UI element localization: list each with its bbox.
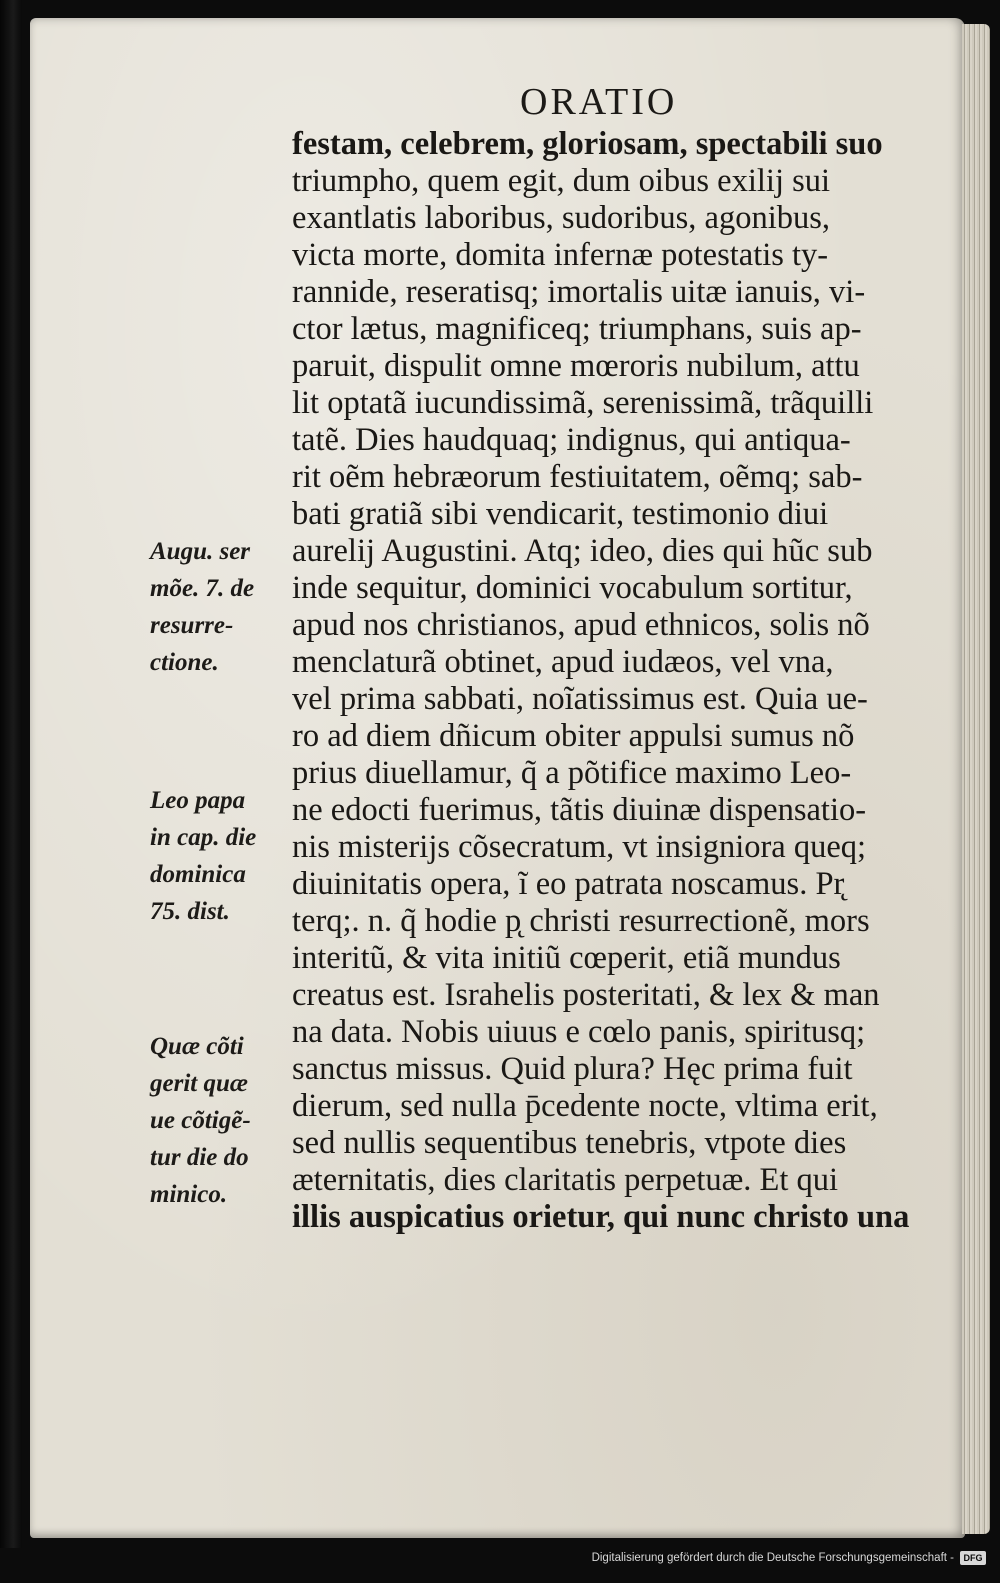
- text-line: victa morte, domita infernæ potestatis ty-: [292, 237, 829, 273]
- text-line: æternitatis, dies claritatis perpetuæ. Et qui: [292, 1162, 839, 1198]
- text-line: dierum, sed nulla p̄cedente nocte, vltima erit,: [292, 1088, 878, 1124]
- margin-note-line: Leo papa: [150, 787, 246, 814]
- text-line: sanctus missus. Quid plura? Hęc prima fuit: [292, 1051, 853, 1087]
- text-line: sed nullis sequentibus tenebris, vtpote dies: [292, 1125, 847, 1161]
- margin-note-line: mõe. 7. de: [150, 575, 255, 602]
- margin-note-line: in cap. die: [150, 824, 257, 851]
- margin-note-line: Augu. ser: [150, 538, 251, 565]
- text-line: aurelij Augustini. Atq; ideo, dies qui hũc sub: [292, 533, 873, 569]
- margin-note-line: minico.: [150, 1181, 228, 1208]
- text-line: terq;. n. q̃ hodie p̨ christi resurrectionẽ, mors: [292, 903, 870, 939]
- text-line: creatus est. Israhelis posteritati, & lex & man: [292, 977, 880, 1013]
- margin-note-line: gerit quæ: [150, 1070, 248, 1097]
- text-line: tatẽ. Dies haudquaq; indignus, qui antiqua-: [292, 422, 851, 458]
- text-line: triumpho, quem egit, dum oibus exilij sui: [292, 163, 831, 199]
- margin-note-augustinus: [150, 533, 290, 681]
- margin-note-line: dominica: [150, 861, 246, 888]
- text-line: nis misterijs cõsecratum, vt insigniora queq;: [292, 829, 867, 865]
- margin-note-line: ue cõtigẽ-: [150, 1107, 251, 1134]
- text-line: illis auspicatius orietur, qui nunc christo una: [292, 1199, 910, 1235]
- text-line: bati gratiã sibi vendicarit, testimonio diui: [292, 496, 829, 532]
- text-line: festam, celebrem, gloriosam, spectabili suo: [292, 126, 883, 162]
- text-line: inde sequitur, dominici vocabulum sortitur,: [292, 570, 853, 606]
- main-text-block: [292, 126, 952, 1236]
- margin-note-line: resurre-: [150, 612, 234, 639]
- text-line: ro ad diem dñicum obiter appulsi sumus nõ: [292, 718, 855, 754]
- margin-note-line: ctione.: [150, 649, 219, 676]
- text-line: rit oẽm hebræorum festiuitatem, oẽmq; sab-: [292, 459, 863, 495]
- margin-note-leo: [150, 782, 290, 930]
- text-line: menclaturã obtinet, apud iudæos, vel vna,: [292, 644, 834, 680]
- text-line: prius diuellamur, q̃ a põtifice maximo Leo-: [292, 755, 852, 791]
- margin-note-line: tur die do: [150, 1144, 249, 1171]
- text-line: ctor lætus, magnificeq; triumphans, suis ap-: [292, 311, 862, 347]
- text-line: vel prima sabbati, noĩatissimus est. Quia ue-: [292, 681, 868, 717]
- text-line: exantlatis laboribus, sudoribus, agonibus,: [292, 200, 830, 236]
- margin-note-line: Quæ cõti: [150, 1033, 244, 1060]
- text-line: paruit, dispulit omne mœroris nubilum, attu: [292, 348, 860, 384]
- funding-credit: Digitalisierung gefördert durch die Deutsche Forschungsgemeinschaft -: [591, 1552, 954, 1564]
- text-line: rannide, reseratisq; imortalis uitæ ianuis, vi-: [292, 274, 866, 310]
- dfg-logo: DFG: [960, 1551, 986, 1565]
- margin-note-line: 75. dist.: [150, 898, 230, 925]
- text-line: interitũ, & vita initiũ cœperit, etiã mundus: [292, 940, 841, 976]
- page-fore-edge: [962, 24, 990, 1534]
- margin-note-dominico: [150, 1028, 290, 1213]
- running-head: ORATIO: [520, 81, 678, 123]
- book-spine-shadow: [0, 0, 22, 1560]
- text-line: apud nos christianos, apud ethnicos, solis nõ: [292, 607, 870, 643]
- text-line: diuinitatis opera, ĩ eo patrata noscamus. Pr̨: [292, 866, 845, 902]
- text-line: lit optatã iucundissimã, serenissimã, trãquilli: [292, 385, 874, 421]
- text-line: ne edocti fuerimus, tãtis diuinæ dispensatio-: [292, 792, 867, 828]
- text-line: na data. Nobis uiuus e cœlo panis, spiritusq;: [292, 1014, 866, 1050]
